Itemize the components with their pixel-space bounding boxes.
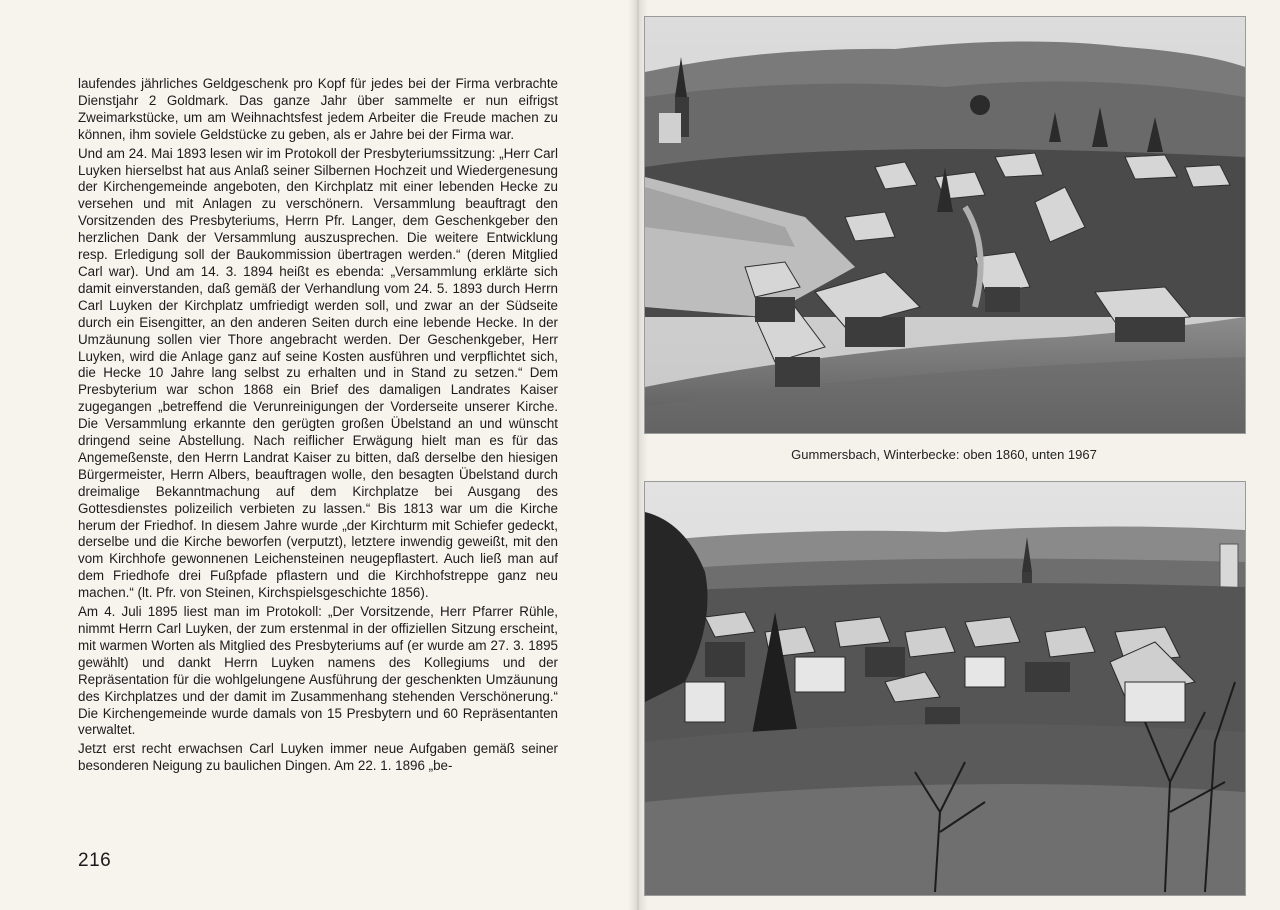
paragraph: Jetzt erst recht erwachsen Carl Luyken immer neue Aufgaben gemäß seiner besonderen Neigung zu baulichen Dingen. Am 22. 1. 1896 „be- [78, 741, 558, 774]
photo-caption: Gummersbach, Winterbecke: oben 1860, unten 1967 [791, 447, 1097, 462]
paragraph: Am 4. Juli 1895 liest man im Protokoll: „Der Vorsitzende, Herr Pfarrer Rühle, nimmt Herrn Carl Luyken, der zum erstenmal in der offiziellen Sitzung erscheint, mit warmen Worten als Mitglied des Presbyteriums auf (er wurde am 27. 3. 1895 gewählt) und dankt Herrn Luyken namens des Kollegiums und der Repräsentation für die wohlgelungene Ausführung der geschenkten Umzäunung des Kirchplatzes und der damit im Zusammenhang stehenden Verschönerung.“ Die Kirchengemeinde wurde damals von 15 Presbytern und 60 Repräsentanten verwaltet. [78, 604, 558, 738]
left-page [0, 0, 636, 910]
body-text [78, 76, 558, 777]
photo-1967 [644, 481, 1246, 896]
paragraph: Und am 24. Mai 1893 lesen wir im Protokoll der Presbyteriumssitzung: „Herr Carl Luyken hierselbst hat aus Anlaß seiner Silbernen Hochzeit und Wiedergenesung der Kirchengemeinde angeboten, den Kirchplatz mit einer lebenden Hecke zu versehen und mit Anlagen zu verschönern. Versammlung beauftragt den Vorsitzenden des Presbyteriums, Herrn Pfr. Langer, dem Geschenkgeber den herzlichen Dank der Versammlung auszusprechen. Die weitere Entwicklung resp. Erledigung soll der Baukommission übertragen werden.“ (deren Mitglied Carl war). Und am 14. 3. 1894 heißt es ebenda: „Versammlung erklärte sich damit einverstanden, daß gemäß der Verhandlung vom 24. 5. 1893 durch Herrn Carl Luyken der Kirchplatz umfriedigt werden soll, und zwar an der Südseite durch ein Eisengitter, an den anderen Seiten durch eine lebende Hecke. In der Umzäunung sollen vier Thore angebracht werden. Der Geschenkgeber, Herr Luyken, wird die Anlage ganz auf seine Kosten ausführen und verpflichtet sich, die Hecke 10 Jahre lang selbst zu erhalten und in Stand zu setzen.“ Dem Presbyterium war schon 1868 ein Brief des damaligen Landrates Kaiser zugegangen „betreffend die Verunreinigungen der Vorderseite unserer Kirche. Die Versammlung erkannte den gerügten großen Übelstand an und wünscht dringend seine Abstellung. Nach reiflicher Erwägung hielt man es für das Angemeßenste, den Herrn Landrat Kaiser zu bitten, daß derselbe den hiesigen Bürgermeister, Herrn Albers, beauftragen wolle, den besagten Übelstand durch dreimalige Bekanntmachung auf dem Kirchplatze bei Ausgang des Gottesdienstes polizeilich verbieten zu lassen.“ Bis 1813 war um die Kirche herum der Friedhof. In diesem Jahre wurde „der Kirchturm mit Schiefer gedeckt, derselbe und die Kirche beworfen (verputzt), letztere inwendig geweißt, mit den vom Kirchhofe gewonnenen Leichensteinen neugepflastert. Auch ließ man auf dem Friedhofe drei Fußpfade pflastern und die Kirchhofstreppe ganz neu machen.“ (lt. Pfr. von Steinen, Kirchspielsgeschichte 1856). [78, 145, 558, 601]
photo-1860 [644, 16, 1246, 434]
paragraph: laufendes jährliches Geldgeschenk pro Kopf für jedes bei der Firma verbrachte Dienstjahr 2 Goldmark. Das ganze Jahr über sammelte er nun eifrigst Zweimarkstücke, um am Weihnachtsfest jedem Arbeiter die Freude machen zu können, ihm soviele Geldstücke zu geben, als er Jahre bei der Firma war. [78, 76, 558, 142]
page-number: 216 [78, 850, 112, 871]
